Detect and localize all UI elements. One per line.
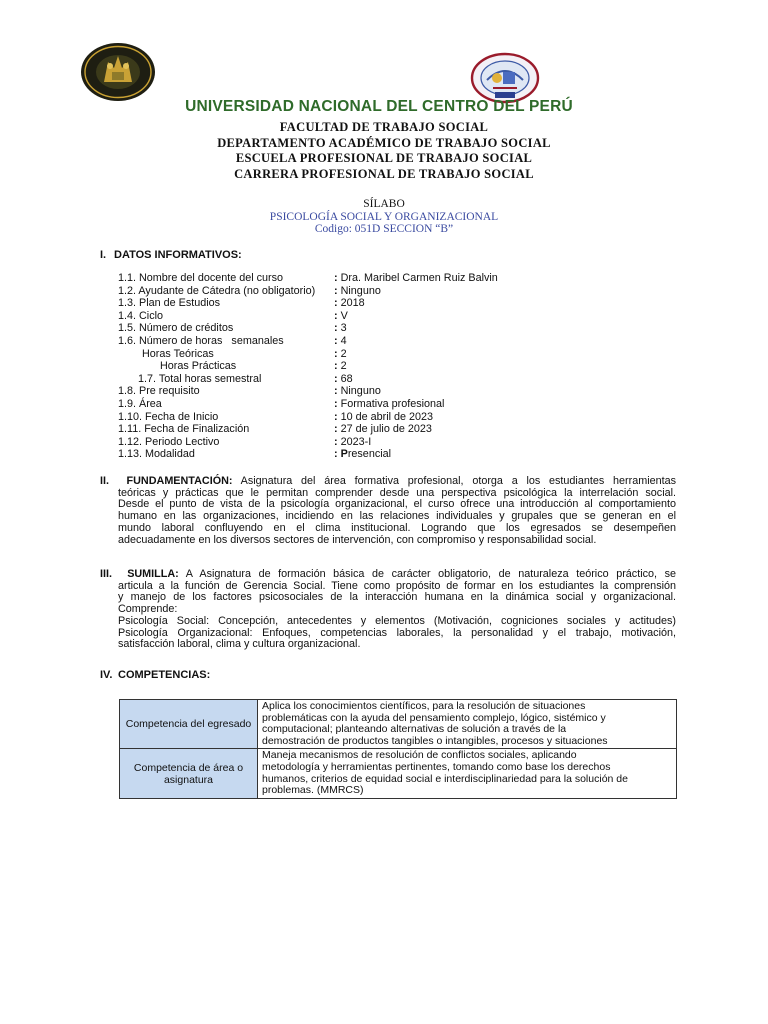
paragraph-line: Psicología Organizacional: Enfoques, competencias laborales, la personalidad y el trabajo, motivación, [118, 626, 676, 639]
paragraph-line: teóricas y prácticas que le permitan comprender desde una perspectiva psicológica la interrelación social. [118, 486, 676, 499]
table-row [120, 700, 677, 749]
datos-label: 1.12. Periodo Lectivo [118, 435, 220, 448]
datos-value: 4 [340, 334, 347, 347]
competencia-description [258, 749, 677, 798]
datos-label: 1.4. Ciclo [118, 309, 164, 322]
datos-row: 1.8. Pre requisito : Ninguno [118, 385, 381, 398]
datos-value: 2 [340, 347, 347, 360]
cell-line: demostración de productos tangibles o intangibles, procesos y situaciones [262, 734, 608, 747]
datos-label: 1.8. Pre requisito [118, 385, 200, 398]
datos-value: 68 [340, 372, 353, 385]
paragraph-line: mundo laboral confluyendo en el clima institucional. Logrando que los egresados se desempeñen [118, 521, 676, 534]
datos-value: 2023-I [340, 435, 372, 448]
paragraph-line: satisfacción laboral, clima y cultura organizacional. [118, 638, 361, 651]
cell-line: problemas. (MMRCS) [262, 784, 364, 797]
document-header [0, 98, 768, 182]
datos-value: resencial [347, 448, 392, 461]
datos-label: 1.2. Ayudante de Cátedra (no obligatorio) [118, 284, 316, 297]
datos-row: 1.6. Número de horas semanales : 4 [118, 334, 347, 347]
datos-label: 1.10. Fecha de Inicio [118, 410, 219, 423]
datos-label: 1.1. Nombre del docente del curso [118, 272, 284, 284]
section-number: IV. [100, 669, 113, 681]
datos-label: 1.7. Total horas semestral [138, 372, 262, 385]
university-name: UNIVERSIDAD NACIONAL DEL CENTRO DEL PERÚ [185, 98, 573, 115]
section-number: III. [100, 568, 112, 580]
datos-value: V [340, 309, 348, 322]
competencia-description [258, 700, 677, 749]
course-name: PSICOLOGÍA SOCIAL Y ORGANIZACIONAL [269, 210, 499, 223]
department-name: DEPARTAMENTO ACADÉMICO DE TRABAJO SOCIAL [217, 135, 551, 150]
section-datos-informativos [100, 249, 242, 261]
datos-row: Horas Prácticas : 2 [160, 360, 347, 373]
faculty-name: FACULTAD DE TRABAJO SOCIAL [279, 120, 489, 134]
sumilla-paragraph [100, 569, 676, 651]
section-competencias [100, 669, 210, 681]
datos-row: 1.13. Modalidad : Presencial [118, 448, 392, 461]
section-title: SUMILLA: [127, 568, 179, 580]
datos-label: 1.6. Número de horas semanales [118, 334, 284, 347]
career-name: CARRERA PROFESIONAL DE TRABAJO SOCIAL [234, 166, 534, 181]
datos-row: 1.12. Periodo Lectivo : 2023-I [118, 435, 372, 448]
competencias-table [119, 699, 677, 799]
datos-label: Horas Prácticas [160, 360, 237, 373]
paragraph-line: Desde el punto de vista de la psicología organizacional, el curso ofrece una introducción al comportamiento [118, 498, 676, 511]
datos-value: Dra. Maribel Carmen Ruiz Balvin [340, 272, 498, 284]
datos-row: 1.5. Número de créditos : 3 [118, 322, 347, 335]
datos-value: 2018 [340, 297, 365, 310]
datos-row: Horas Teóricas : 2 [142, 347, 347, 360]
section-number: I. [100, 249, 107, 261]
paragraph-line: y manejo de los factores psicosociales de la interacción humana en la dinámica social y organizacional. [118, 591, 676, 604]
fundamentacion-paragraph [100, 476, 676, 546]
paragraph-line: Psicología Social: Concepción, antecedentes y elementos (Motivación, cogniciones sociales y actitudes) [118, 614, 676, 627]
datos-value: Ninguno [340, 284, 381, 297]
cell-line: Aplica los conocimientos científicos, para la resolución de situaciones [262, 700, 586, 712]
course-code: Codigo: 051D SECCION “B” [314, 223, 454, 235]
datos-label: 1.9. Área [118, 397, 162, 410]
datos-label: 1.5. Número de créditos [118, 322, 234, 335]
cell-line: computacional; planteando alternativas de solución a través de la [262, 723, 567, 736]
table-row [120, 749, 677, 798]
datos-label: 1.11. Fecha de Finalización [118, 423, 250, 436]
datos-row: 1.9. Área : Formativa profesional [118, 397, 445, 410]
datos-list [118, 272, 658, 461]
datos-value: 3 [340, 322, 347, 335]
datos-label: 1.3. Plan de Estudios [118, 297, 221, 310]
paragraph-line: A Asignatura de formación básica de carácter obligatorio, de naturaleza teórico práctico, se [185, 568, 677, 580]
paragraph-line: adecuadamente en los diversos sectores de intervención, con compromiso y responsabilidad social. [118, 533, 597, 546]
datos-value-initial: P [340, 448, 348, 461]
competencia-header: Competencia del egresado [120, 700, 258, 749]
datos-value: 10 de abril de 2023 [340, 410, 434, 423]
university-logo [80, 42, 156, 102]
datos-value: Formativa profesional [340, 397, 445, 410]
cell-line: problemáticas con la ayuda del pensamiento complejo, lógico, sistémico y [262, 711, 606, 724]
cell-line: Maneja mecanismos de resolución de conflictos sociales, aplicando [262, 749, 577, 762]
paragraph-line: articula a la función de Gerencia Social. Tiene como propósito de formar en los estudiantes la comprensión [118, 579, 676, 592]
paragraph-line: humano en las organizaciones, incidiendo en las relaciones individuales y grupales que se generan en el [118, 510, 676, 523]
section-number: II. [100, 475, 109, 487]
competencia-header: Competencia de área o asignatura [120, 749, 258, 798]
datos-row: 1.7. Total horas semestral : 68 [138, 372, 353, 385]
datos-value: 27 de julio de 2023 [340, 423, 432, 436]
paragraph-line: Asignatura del área formativa profesional, otorga a los estudiantes herramientas [240, 475, 677, 487]
syllabus-heading [0, 198, 768, 236]
datos-label: Horas Teóricas [142, 347, 214, 360]
school-logo [465, 48, 545, 104]
datos-value: Ninguno [340, 385, 381, 398]
datos-row: 1.10. Fecha de Inicio : 10 de abril de 2023 [118, 410, 434, 423]
syllabus-title: SÍLABO [363, 198, 405, 210]
cell-line: metodología y herramientas pertinentes, tomando como base los derechos [262, 760, 611, 773]
paragraph-line: Comprende: [118, 603, 178, 616]
datos-label: 1.13. Modalidad [118, 448, 195, 461]
school-name: ESCUELA PROFESIONAL DE TRABAJO SOCIAL [235, 151, 533, 165]
datos-row: 1.4. Ciclo : V [118, 309, 348, 322]
section-title: COMPETENCIAS: [118, 669, 211, 681]
section-title: FUNDAMENTACIÓN: [126, 475, 233, 487]
cell-line: humanos, criterios de equidad social e interdisciplinariedad para la solución de [262, 772, 628, 785]
datos-row: 1.3. Plan de Estudios : 2018 [118, 297, 365, 310]
datos-row: 1.2. Ayudante de Cátedra (no obligatorio) : Ninguno [118, 284, 381, 297]
datos-row: 1.1. Nombre del docente del curso : Dra. Maribel Carmen Ruiz Balvin [118, 272, 498, 284]
datos-value: 2 [340, 360, 347, 373]
datos-row: 1.11. Fecha de Finalización : 27 de julio de 2023 [118, 423, 432, 436]
section-title: DATOS INFORMATIVOS: [114, 249, 242, 261]
